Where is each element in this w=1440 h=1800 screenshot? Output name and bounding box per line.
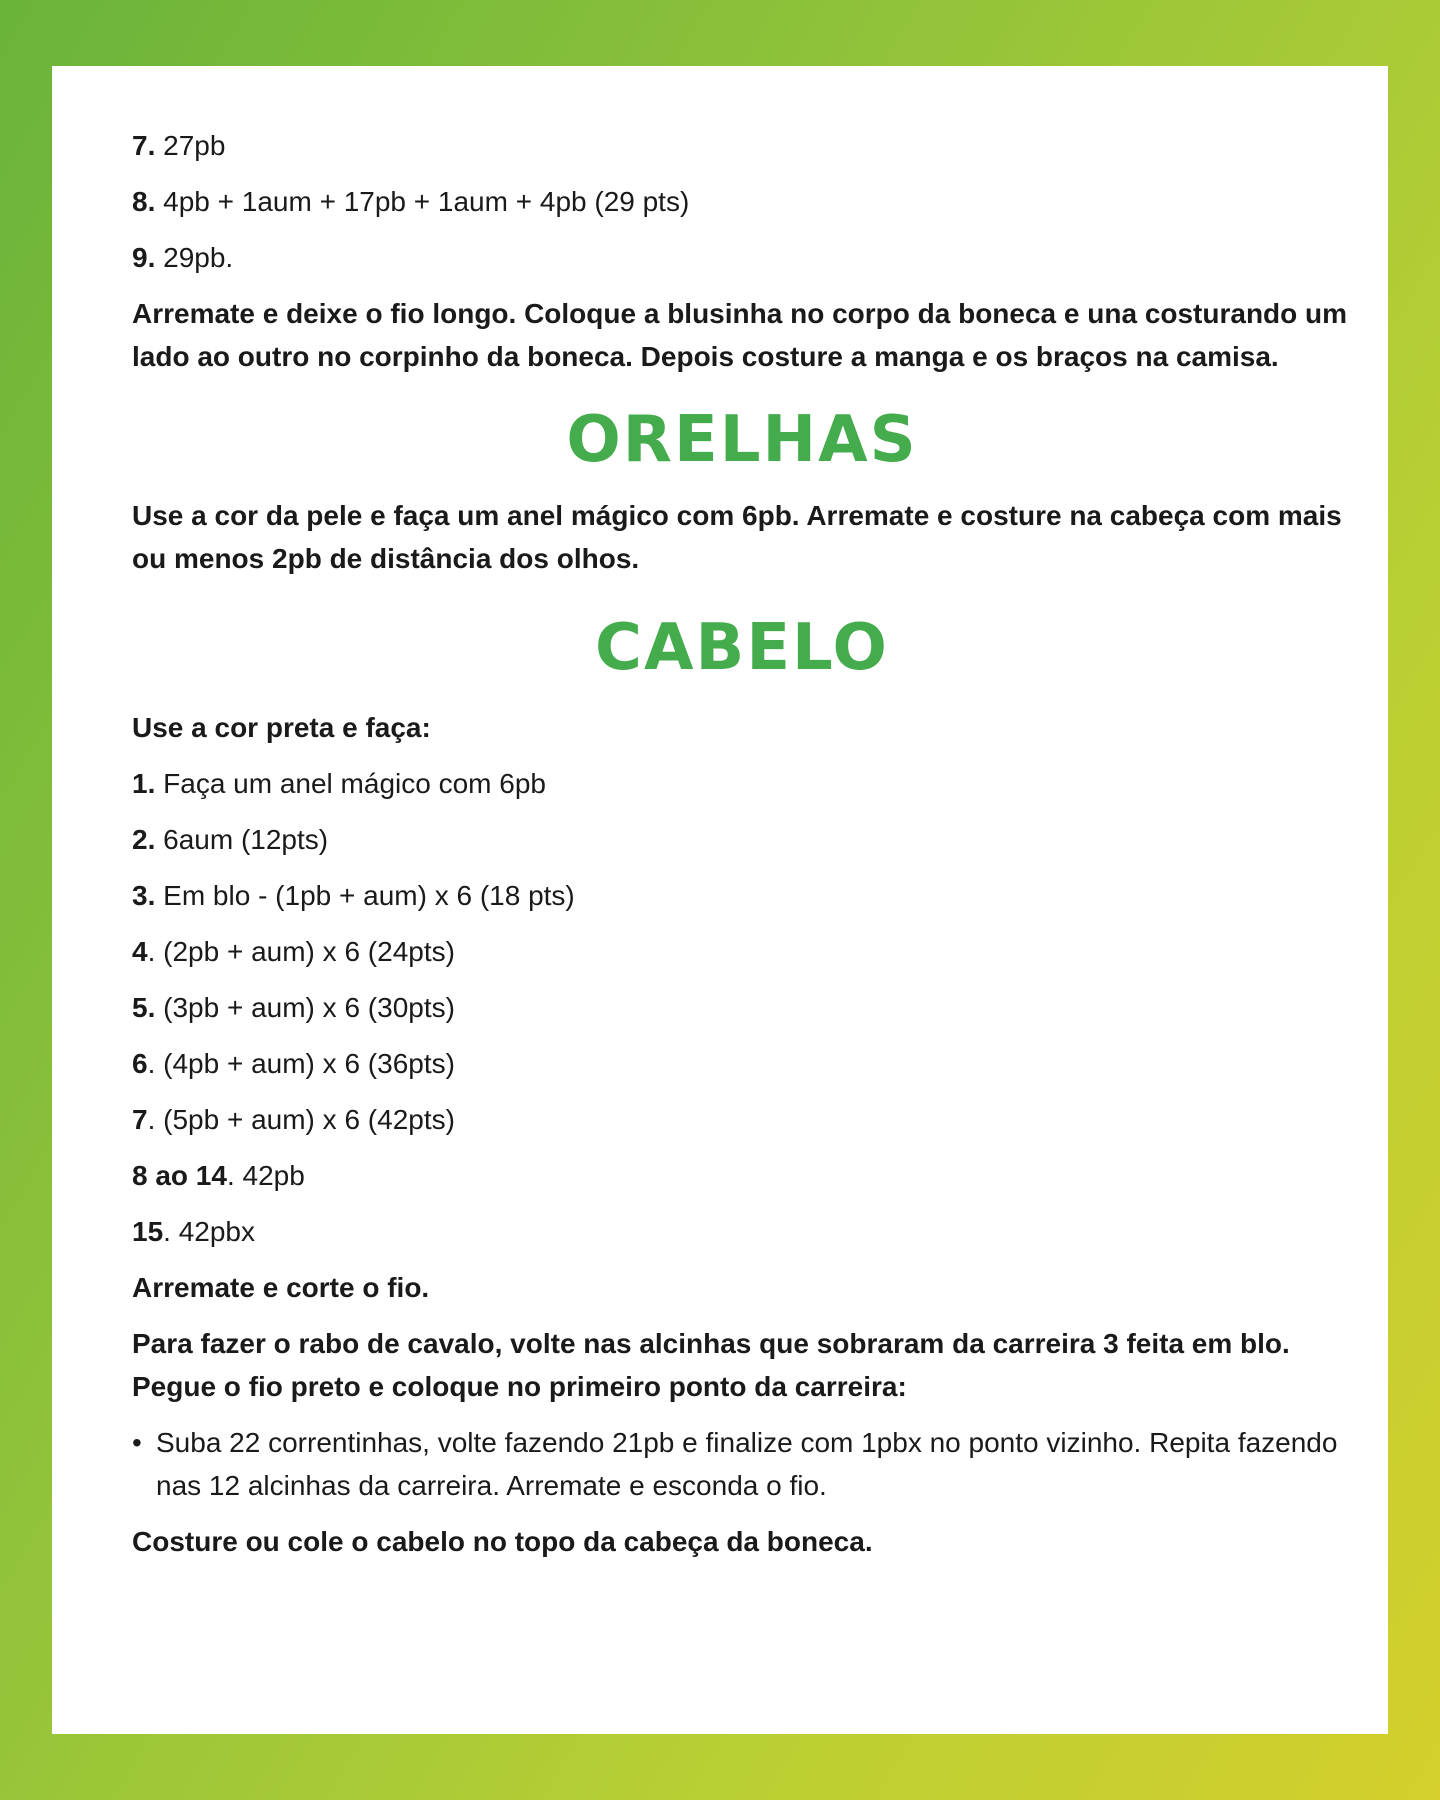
round-number: 5. (132, 992, 156, 1023)
round-text: 6aum (12pts) (155, 824, 329, 855)
round-text: . 42pbx (163, 1216, 256, 1247)
round-text: 27pb (155, 130, 226, 161)
round-number: 9. (132, 242, 156, 273)
round-number: 3. (132, 880, 156, 911)
ears-instructions: Use a cor da pele e faça um anel mágico com 6pb. Arremate e costure na cabeça com mais ou menos 2pb de distância dos olhos. (132, 500, 1342, 574)
page-sheet (52, 66, 1388, 1734)
round-text: Faça um anel mágico com 6pb (155, 768, 546, 799)
hair-finish: Arremate e corte o fio. (132, 1272, 430, 1303)
hair-round-line (132, 986, 1352, 1029)
hair-round-line (132, 818, 1352, 861)
round-line (132, 236, 1352, 279)
hair-round-line (132, 1210, 1352, 1253)
round-text: 4pb + 1aum + 17pb + 1aum + 4pb (29 pts) (155, 186, 690, 217)
round-line (132, 180, 1352, 223)
ponytail-bullet-item (132, 1421, 1352, 1507)
hair-round-line (132, 1098, 1352, 1141)
round-text: 29pb. (155, 242, 234, 273)
hair-round-line (132, 1042, 1352, 1085)
round-text: . (5pb + aum) x 6 (42pts) (147, 1104, 455, 1135)
shirt-finish-instructions: Arremate e deixe o fio longo. Coloque a blusinha no corpo da boneca e una costurando um lado ao outro no corpinho da boneca. Depois costure a manga e os braços na camisa. (132, 298, 1348, 372)
round-number: 2. (132, 824, 156, 855)
ponytail-intro: Para fazer o rabo de cavalo, volte nas alcinhas que sobraram da carreira 3 feita em blo. Pegue o fio preto e coloque no primeiro ponto da carreira: (132, 1328, 1290, 1402)
round-text: Em blo - (1pb + aum) x 6 (18 pts) (155, 880, 575, 911)
ears-heading: ORELHAS (566, 403, 918, 477)
round-number: 8. (132, 186, 156, 217)
round-text: (3pb + aum) x 6 (30pts) (155, 992, 455, 1023)
round-number: 7. (132, 130, 156, 161)
page-content (132, 124, 1352, 1576)
ponytail-bullet-text: Suba 22 correntinhas, volte fazendo 21pb e finalize com 1pbx no ponto vizinho. Repita fazendo nas 12 alcinhas da carreira. Arremate e esconda o fio. (156, 1427, 1338, 1501)
round-number: 15 (132, 1216, 164, 1247)
hair-round-line (132, 1154, 1352, 1197)
hair-round-line (132, 930, 1352, 973)
hair-intro: Use a cor preta e faça: (132, 712, 431, 743)
hair-heading: CABELO (595, 611, 889, 685)
round-number: 4 (132, 936, 148, 967)
bullet-icon: • (132, 1427, 142, 1458)
round-number: 1. (132, 768, 156, 799)
hair-final-instruction: Costure ou cole o cabelo no topo da cabeça da boneca. (132, 1526, 873, 1557)
round-number: 7 (132, 1104, 148, 1135)
round-line (132, 124, 1352, 167)
round-text: . 42pb (226, 1160, 305, 1191)
round-number: 8 ao 14 (132, 1160, 227, 1191)
hair-round-line (132, 762, 1352, 805)
round-number: 6 (132, 1048, 148, 1079)
round-text: . (2pb + aum) x 6 (24pts) (147, 936, 455, 967)
hair-round-line (132, 874, 1352, 917)
round-text: . (4pb + aum) x 6 (36pts) (147, 1048, 455, 1079)
